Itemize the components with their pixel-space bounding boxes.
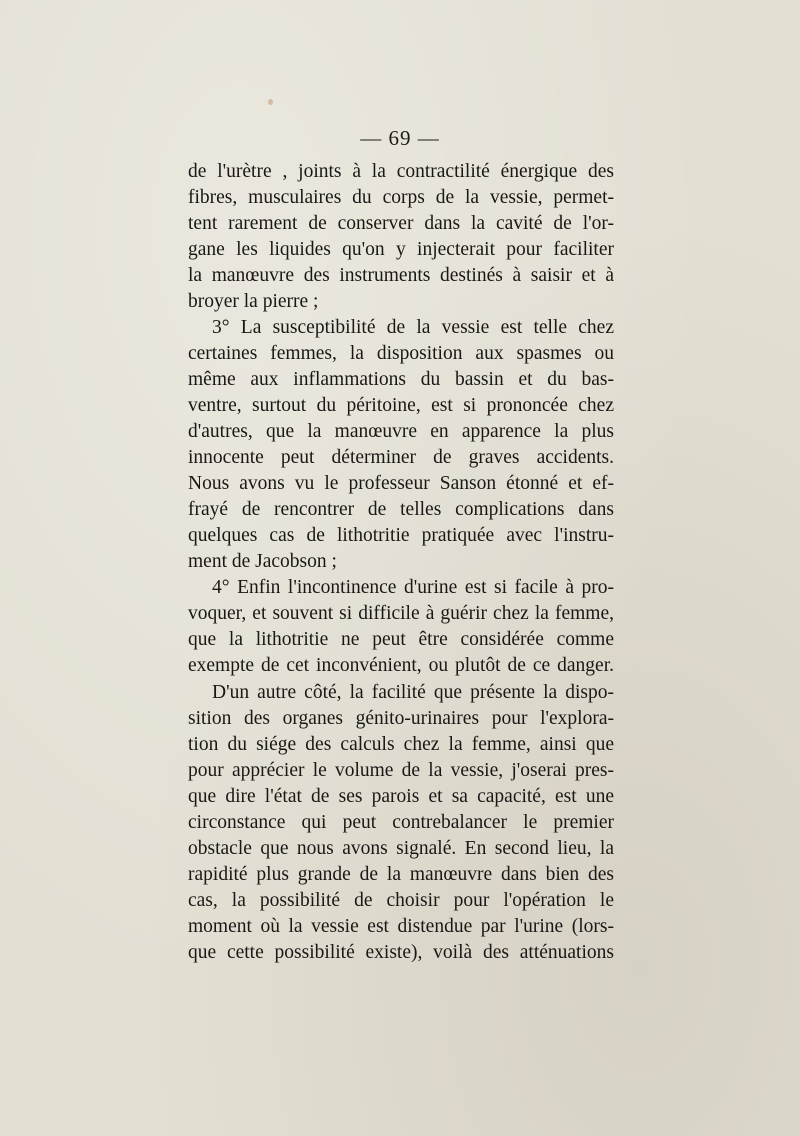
page-number: — 69 — [360,126,440,150]
text-line: obstacle que nous avons signalé. En second lieu, la [188,838,614,859]
text-line: voquer, et souvent si difficile à guérir chez la femme, [188,603,614,624]
text-line: tent rarement de conserver dans la cavité de l'or- [188,213,614,234]
text-line: d'autres, que la manœuvre en apparence la plus [188,421,614,442]
paper-spot [268,99,273,105]
text-line: de l'urètre , joints à la contractilité énergique des [188,161,614,182]
text-line: broyer la pierre ; [188,291,319,312]
text-line: innocente peut déterminer de graves accidents. [188,447,614,468]
text-line: rapidité plus grande de la manœuvre dans bien des [188,864,614,885]
body-text [188,159,614,966]
text-line: cas, la possibilité de choisir pour l'opération le [188,890,614,911]
text-line: ventre, surtout du péritoine, est si prononcée chez [188,395,614,416]
text-line: 4° Enfin l'incontinence d'urine est si facile à pro- [212,577,614,598]
text-line: la manœuvre des instruments destinés à saisir et à [188,265,614,286]
text-line: quelques cas de lithotritie pratiquée avec l'instru- [188,525,614,546]
text-line: D'un autre côté, la facilité que présente la dispo- [212,682,614,703]
text-line: pour apprécier le volume de la vessie, j'oserai pres- [188,760,614,781]
text-line: sition des organes génito-urinaires pour l'explora- [188,708,614,729]
text-line: 3° La susceptibilité de la vessie est telle chez [212,317,614,338]
text-line: fibres, musculaires du corps de la vessie, permet- [188,187,614,208]
text-line: que cette possibilité existe), voilà des atténuations [188,942,614,963]
text-line: que dire l'état de ses parois et sa capacité, est une [188,786,614,807]
text-line: certaines femmes, la disposition aux spasmes ou [188,343,614,364]
text-line: moment où la vessie est distendue par l'urine (lors- [188,916,614,937]
text-line: ment de Jacobson ; [188,551,337,572]
text-line: Nous avons vu le professeur Sanson étonné et ef- [188,473,614,494]
text-line: frayé de rencontrer de telles complications dans [188,499,614,520]
text-line: que la lithotritie ne peut être considérée comme [188,629,614,650]
text-line: circonstance qui peut contrebalancer le premier [188,812,614,833]
text-line: gane les liquides qu'on y injecterait pour faciliter [188,239,614,260]
text-line: même aux inflammations du bassin et du bas- [188,369,614,390]
text-line: tion du siége des calculs chez la femme, ainsi que [188,734,614,755]
text-line: exempte de cet inconvénient, ou plutôt de ce danger. [188,655,614,676]
